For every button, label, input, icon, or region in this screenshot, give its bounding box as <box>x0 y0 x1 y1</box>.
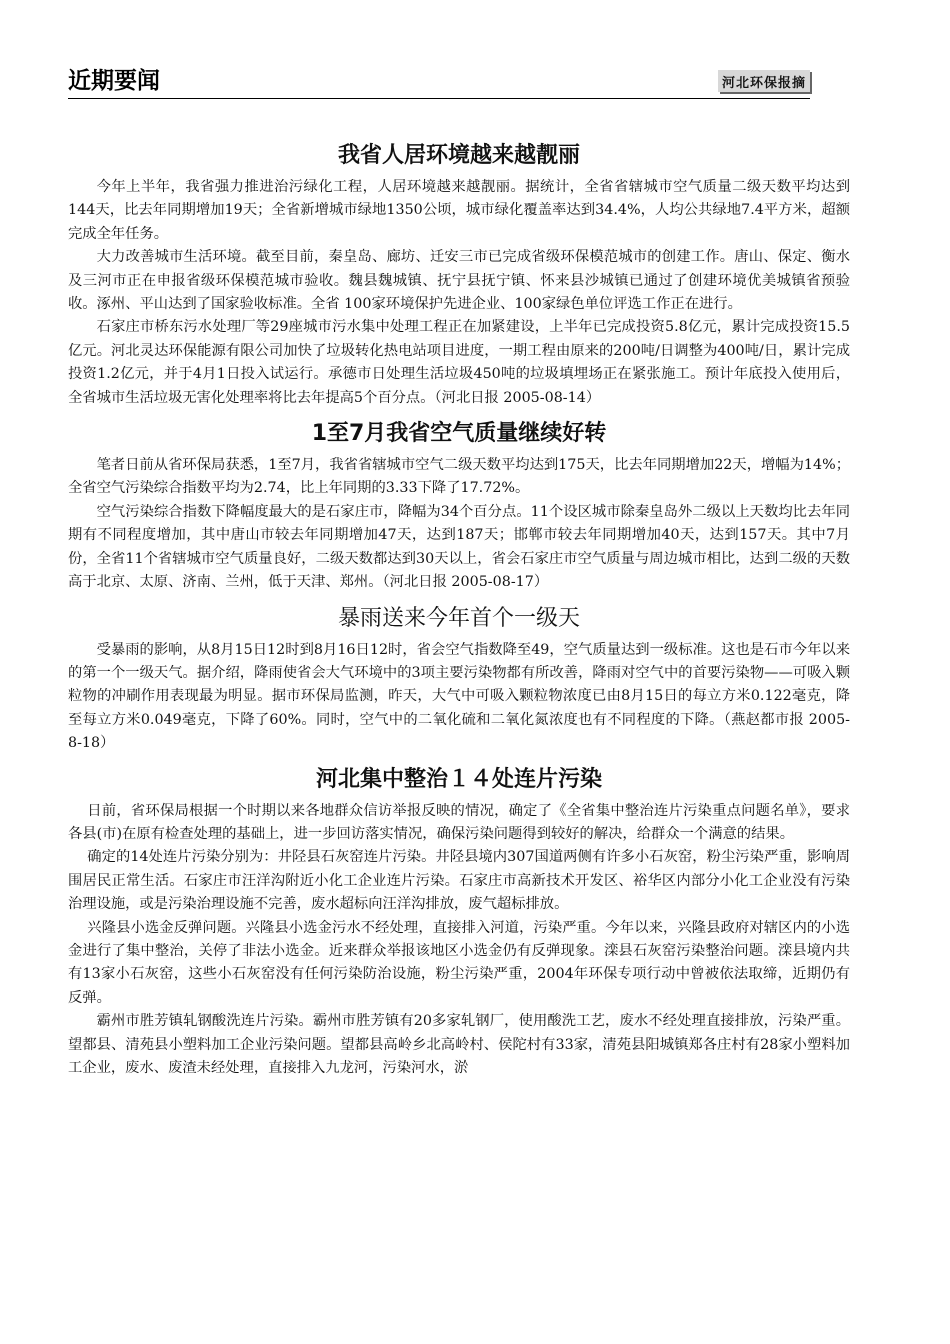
article-paragraph: 确定的14处连片污染分别为：井陉县石灰窑连片污染。井陉县境内307国道两侧有许多小石灰窑，粉尘污染严重，影响周围居民正常生活。石家庄市汪洋沟附近小化工企业连片污染。石家庄市高新技术开发区、裕华区内部分小化工企业没有污染治理设施，或是污染治理设施不完善，废水超标向汪洋沟排放，废气超标排放。 <box>68 849 850 913</box>
article-paragraph: 兴隆县小选金反弹问题。兴隆县小选金污水不经处理，直接排入河道，污染严重。今年以来，兴隆县政府对辖区内的小选金进行了集中整治，关停了非法小选金。近来群众举报该地区小选金仍有反弹现象。滦县石灰窑污染整治问题。滦县境内共有13家小石灰窑，这些小石灰窑没有任何污染防治设施，粉尘污染严重，2004年环保专项行动中曾被依法取缔，近期仍有反弹。 <box>68 919 850 1006</box>
masthead-badge: 河北环保报摘 <box>718 70 810 92</box>
page-header <box>68 60 810 98</box>
article-paragraph: 今年上半年，我省强力推进治污绿化工程，人居环境越来越靓丽。据统计，全省省辖城市空气质量二级天数平均达到144天，比去年同期增加19天；全省新增城市绿地1350公顷，城市绿化覆盖率达到34.4%，人均公共绿地7.4平方米，超额完成全年任务。 <box>68 179 850 242</box>
article-rainstorm <box>68 599 850 756</box>
article-title: 河北集中整治１４处连片污染 <box>315 766 602 792</box>
article-paragraph: 笔者日前从省环保局获悉，1至7月，我省省辖城市空气二级天数平均达到175天，比去年同期增加22天，增幅为14%；全省空气污染综合指数平均为2.74，比上年同期的3.33下降了17.72%。 <box>68 457 850 497</box>
article-air-quality <box>68 414 850 594</box>
article-paragraph: 大力改善城市生活环境。截至目前，秦皇岛、廊坊、迁安三市已完成省级环保模范城市的创建工作。唐山、保定、衡水及三河市正在申报省级环保模范城市验收。魏县魏城镇、抚宁县抚宁镇、怀来县沙城镇已通过了创建环境优美城镇省预验收。涿州、平山达到了国家验收标准。全省 100家环境保护先进企业、100家绿色单位评选工作正在进行。 <box>68 249 850 313</box>
article-title: 1至7月我省空气质量继续好转 <box>311 421 607 447</box>
article-pollution-control <box>68 760 850 1081</box>
article-paragraph: 空气污染综合指数下降幅度最大的是石家庄市，降幅为34个百分点。11个设区城市除秦皇岛外二级以上天数均比去年同期有不同程度增加，其中唐山市较去年同期增加47天，达到187天；邯郸市较去年同期增加40天，达到157天。其中7月份，全省11个省辖城市空气质量良好，二级天数都达到30天以上，省会石家庄市空气质量与周边城市相比，达到二级的天数高于北京、太原、济南、兰州，低于天津、郑州。（河北日报 2005-08-17） <box>68 503 850 591</box>
article-paragraph: 日前，省环保局根据一个时期以来各地群众信访举报反映的情况，确定了《全省集中整治连片污染重点问题名单》，要求各县(市)在原有检查处理的基础上，进一步回访落实情况，确保污染问题得到较好的解决，给群众一个满意的结果。 <box>68 802 850 842</box>
header-rule <box>68 98 810 99</box>
section-label: 近期要闻 <box>68 68 160 94</box>
article-title: 我省人居环境越来越靓丽 <box>337 143 580 168</box>
article-paragraph: 受暴雨的影响，从8月15日12时到8月16日12时，省会空气指数降至49，空气质量达到一级标准。这也是石市今年以来的第一个一级天气。据介绍，降雨使省会大气环境中的3项主要污染物都有所改善，降雨对空气中的首要污染物——可吸入颗粒物的冲刷作用表现最为明显。据市环保局监测，昨天，大气中可吸入颗粒物浓度已由8月15日的每立方米0.122毫克，降至每立方米0.049毫克，下降了60%。同时，空气中的二氧化硫和二氧化氮浓度也有不同程度的下降。（燕赵都市报 2005-8-18） <box>68 641 850 752</box>
article-title: 暴雨送来今年首个一级天 <box>337 605 580 631</box>
article-paragraph: 霸州市胜芳镇轧钢酸洗连片污染。霸州市胜芳镇有20多家轧钢厂，使用酸洗工艺，废水不经处理直接排放，污染严重。望都县、清苑县小塑料加工企业污染问题。望都县高岭乡北高岭村、侯陀村有33家，清苑县阳城镇郑各庄村有28家小塑料加工企业，废水、废渣未经处理，直接排入九龙河，污染河水，淤 <box>68 1013 850 1076</box>
article-living-environment <box>68 136 850 410</box>
article-paragraph: 石家庄市桥东污水处理厂等29座城市污水集中处理工程正在加紧建设，上半年已完成投资5.8亿元，累计完成投资15.5亿元。河北灵达环保能源有限公司加快了垃圾转化热电站项目进度，一期工程由原来的200吨/日调整为400吨/日，累计完成投资1.2亿元，并于4月1日投入试运行。承德市日处理生活垃圾450吨的垃圾填埋场正在紧张施工。预计年底投入使用后，全省城市生活垃圾无害化处理率将比去年提高5个百分点。（河北日报 2005-08-14） <box>68 319 850 406</box>
news-content <box>68 136 850 1080</box>
